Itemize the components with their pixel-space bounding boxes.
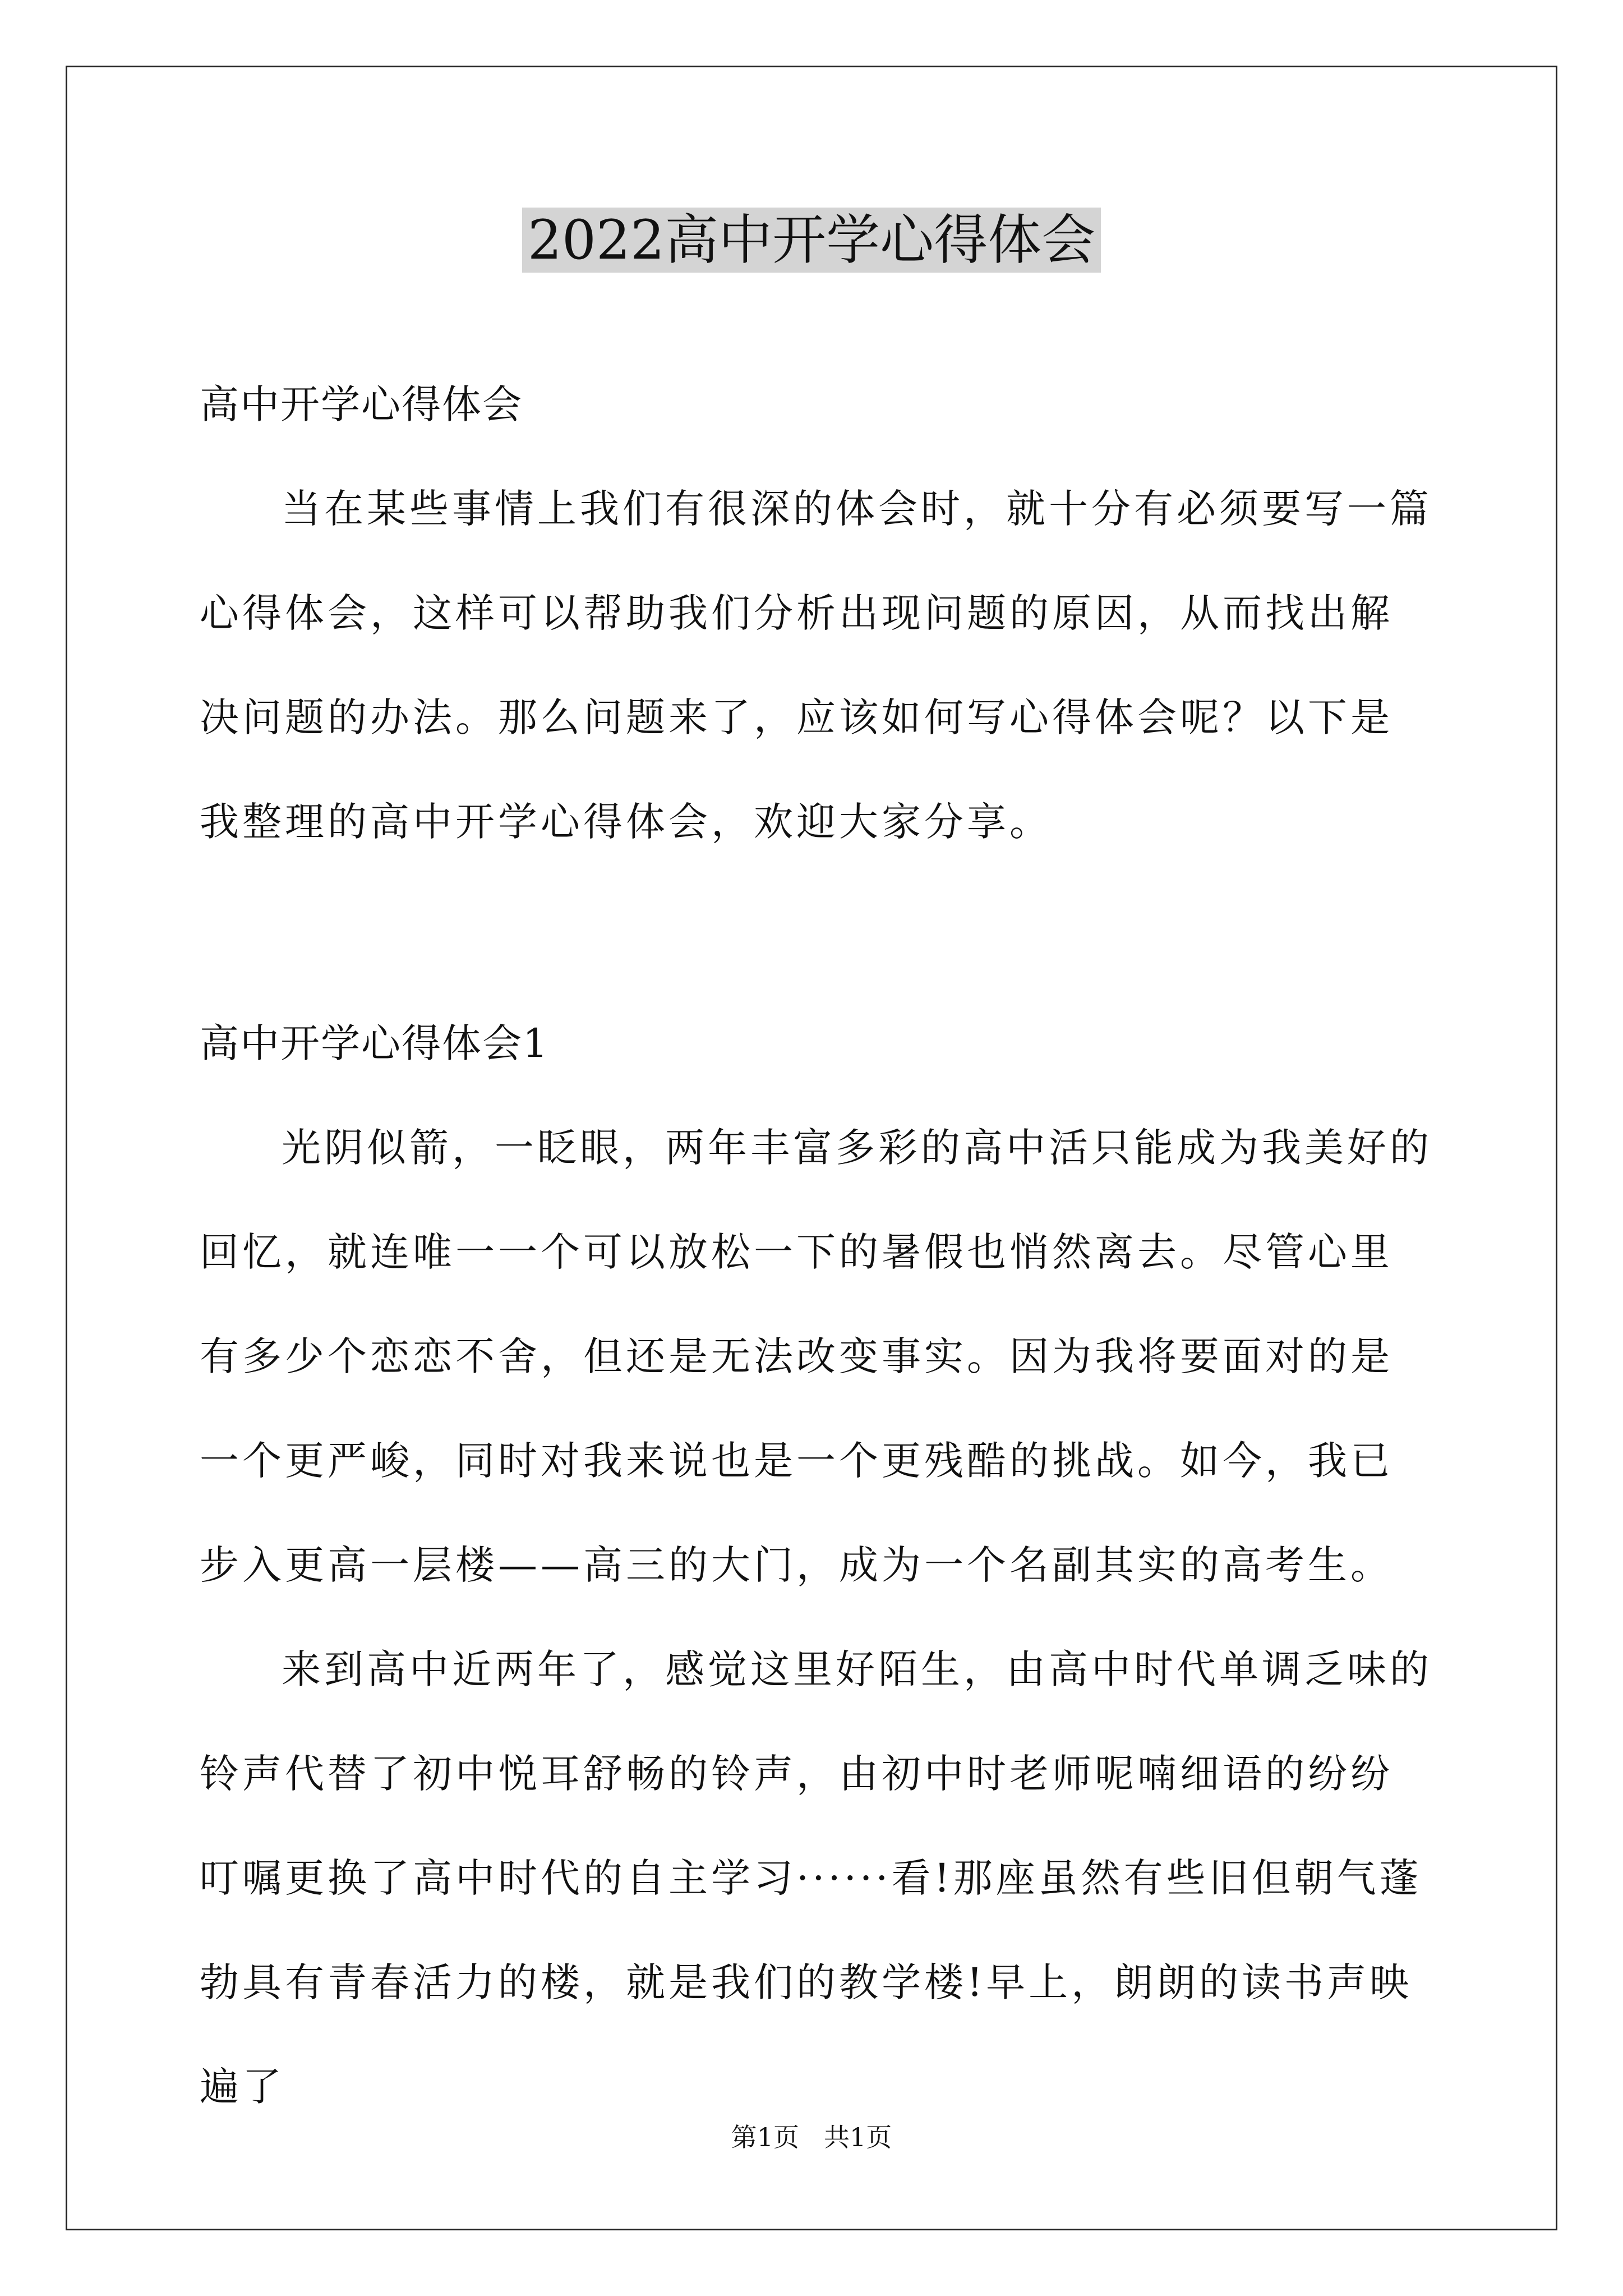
section-1-heading: 高中开学心得体会1 bbox=[200, 1020, 549, 1066]
section-1-paragraph-2: 来到高中近两年了，感觉这里好陌生，由高中时代单调乏味的铃声代替了初中悦耳舒畅的铃声，由初中时老师呢喃细语的纷纷叮嘱更换了高中时代的自主学习······看!那座虽然有些旧但朝气蓬勃具有青春活力的楼，就是我们的教学楼!早上，朗朗的读书声映遍了 bbox=[200, 1646, 1432, 2110]
page-number-current: 第1页 bbox=[731, 2122, 799, 2152]
document-title bbox=[0, 201, 1623, 279]
section-1-paragraph-1: 光阴似箭，一眨眼，两年丰富多彩的高中活只能成为我美好的回忆，就连唯一一个可以放松一下的暑假也悄然离去。尽管心里有多少个恋恋不舍，但还是无法改变事实。因为我将要面对的是一个更严峻，同时对我来说也是一个更残酷的挑战。如今，我已步入更高一层楼——高三的大门，成为一个名副其实的高考生。 bbox=[200, 1125, 1432, 1588]
intro-paragraph: 当在某些事情上我们有很深的体会时，就十分有必须要写一篇心得体会，这样可以帮助我们分析出现问题的原因，从而找出解决问题的办法。那么问题来了，应该如何写心得体会呢？以下是我整理的高中开学心得体会，欢迎大家分享。 bbox=[200, 486, 1432, 845]
page-number-total: 共1页 bbox=[824, 2122, 892, 2152]
page-footer bbox=[0, 2120, 1623, 2154]
document-title-text: 2022高中开学心得体会 bbox=[522, 208, 1101, 273]
document-subtitle: 高中开学心得体会 bbox=[200, 381, 523, 427]
